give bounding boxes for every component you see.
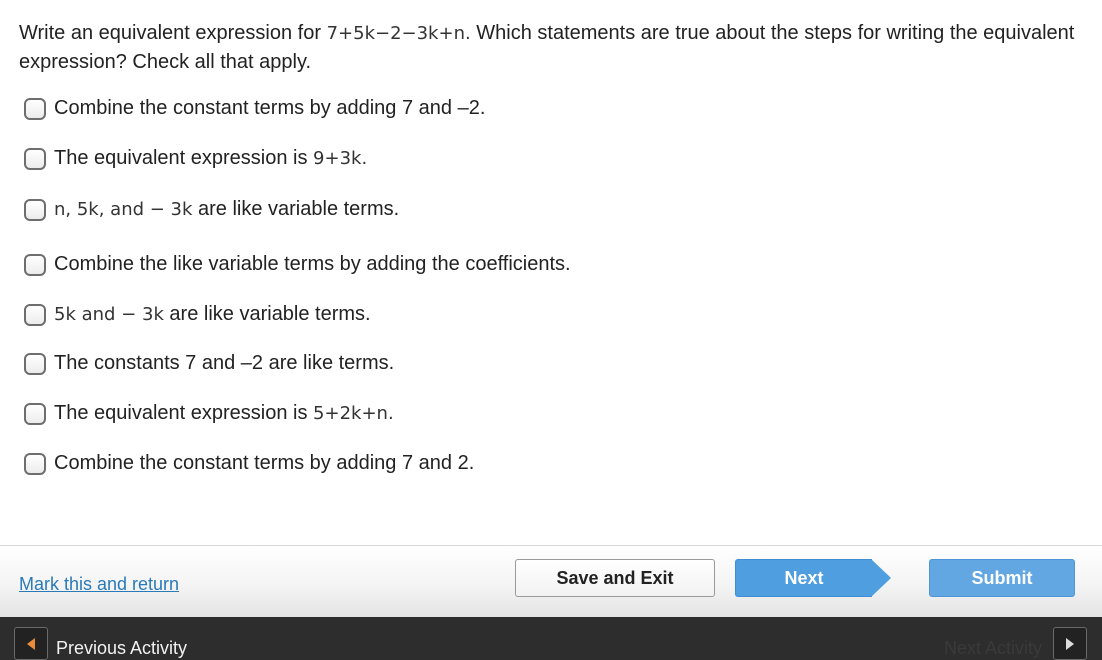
next-arrow-icon[interactable]	[871, 559, 891, 597]
question-prefix: Write an equivalent expression for	[19, 22, 327, 44]
option-5[interactable]	[24, 303, 371, 326]
option-text: The equivalent expression is	[54, 402, 308, 424]
arrow-right-icon	[1066, 638, 1074, 650]
option-math: 9+3k.	[313, 148, 368, 169]
previous-activity-button[interactable]	[14, 627, 48, 660]
option-7[interactable]	[24, 402, 394, 425]
option-6[interactable]	[24, 352, 394, 375]
checkbox[interactable]	[24, 254, 46, 276]
option-3[interactable]	[24, 198, 399, 221]
option-1[interactable]	[24, 97, 485, 120]
submit-button[interactable]: Submit	[929, 559, 1075, 597]
option-text: Combine the like variable terms by adding the coefficients.	[54, 253, 571, 275]
action-bar	[0, 545, 1102, 617]
arrow-left-icon	[27, 638, 35, 650]
next-activity-button[interactable]	[1053, 627, 1087, 660]
option-math: n, 5k, and − 3k	[54, 199, 193, 220]
option-math: 5k and − 3k	[54, 304, 164, 325]
next-button[interactable]: Next	[735, 559, 872, 597]
question-expression: 7+5k−2−3k+n.	[326, 23, 471, 44]
checkbox[interactable]	[24, 304, 46, 326]
save-and-exit-button[interactable]: Save and Exit	[515, 559, 715, 597]
option-text: are like variable terms.	[192, 198, 400, 220]
option-8[interactable]	[24, 452, 474, 475]
question-suffix: Which statements are true about the steps for writing the equivalent expression? Check all that apply.	[19, 22, 1075, 73]
next-activity-label: Next Activity	[944, 638, 1043, 658]
question-text	[19, 19, 1079, 77]
activity-footer	[0, 617, 1102, 660]
previous-activity-label[interactable]: Previous Activity	[56, 638, 188, 658]
checkbox[interactable]	[24, 98, 46, 120]
option-text: Combine the constant terms by adding 7 and –2.	[54, 97, 486, 119]
option-math: 5+2k+n.	[313, 403, 394, 424]
option-text: are like variable terms.	[163, 303, 371, 325]
checkbox[interactable]	[24, 453, 46, 475]
option-text: The equivalent expression is	[54, 147, 308, 169]
option-4[interactable]	[24, 253, 571, 276]
checkbox[interactable]	[24, 403, 46, 425]
option-text: Combine the constant terms by adding 7 and 2.	[54, 452, 475, 474]
mark-and-return-link[interactable]: Mark this and return	[19, 574, 180, 594]
checkbox[interactable]	[24, 148, 46, 170]
option-text: The constants 7 and –2 are like terms.	[54, 352, 395, 374]
checkbox[interactable]	[24, 199, 46, 221]
checkbox[interactable]	[24, 353, 46, 375]
option-2[interactable]	[24, 147, 367, 170]
